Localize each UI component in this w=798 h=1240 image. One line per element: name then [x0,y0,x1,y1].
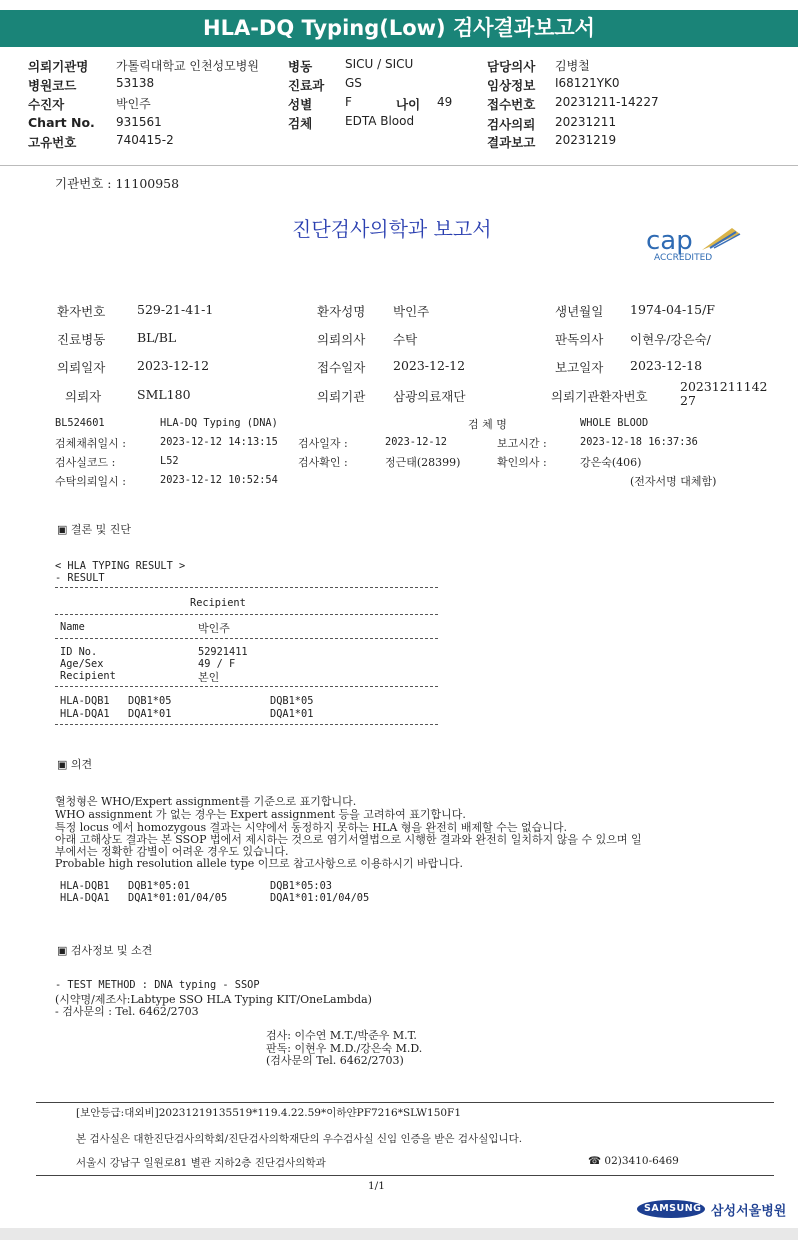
address-text: 서울시 강남구 일원로81 별관 지하2층 진단검사의학과 [76,1157,326,1169]
result-heading: < HLA TYPING RESULT > [55,560,186,572]
header-value: F [345,95,352,109]
recipient-label: Recipient [60,670,116,682]
document-title: 진단검사의학과 보고서 [292,217,492,241]
method-line: (시약명/제조사:Labtype SSO HLA Typing KIT/OneLambda) [55,993,372,1006]
confirm-value: 정근태(28399) [385,456,461,469]
cap-text: cap [646,226,693,256]
hr-dqa1-locus: HLA-DQA1 [60,892,110,904]
accredited-text: ACCREDITED [654,253,713,263]
info-label: 환자성명 [317,304,366,319]
header-value: 박인주 [116,97,151,111]
header-label: 고유번호 [28,135,77,150]
header-label: 나이 [396,97,421,112]
header-value: 53138 [116,76,155,90]
report-time-value: 2023-12-18 16:37:36 [580,436,698,448]
report-time-label: 보고시간 : [497,437,547,450]
samsung-text: SAMSUNG [644,1203,702,1214]
header-value: 49 [437,95,453,109]
header-label: 진료과 [288,78,325,93]
info-value: 529-21-41-1 [137,302,214,317]
opinion-line: 아래 고해상도 결과는 본 SSOP 법에서 제시하는 것으로 염기서열법으로 시행한 결과와 완전히 일치하지 않을 수 있으며 일 [55,833,642,846]
header-value: SICU / SICU [345,57,414,71]
info-value: 삼광의료재단 [393,389,466,404]
dqa1-locus: HLA-DQA1 [60,708,110,720]
info-value: 2023121114227 [680,379,768,408]
test-code: BL524601 [55,417,105,429]
header-value: 20231211-14227 [555,95,659,109]
test-date-value: 2023-12-12 [385,436,447,448]
dqa1-allele1: DQA1*01 [128,708,172,720]
recipient-value: 본인 [198,671,220,684]
specimen-label: 검 체 명 [468,418,507,431]
report-title: HLA-DQ Typing(Low) 검사결과보고서 [203,16,595,40]
header-label: 결과보고 [487,135,536,150]
opinion-line: 부에서는 정확한 감별이 어려운 경우도 있습니다. [55,845,289,858]
collect-value: 2023-12-12 14:13:15 [160,436,278,448]
header-value: EDTA Blood [345,114,415,128]
confirm-label: 검사확인 : [298,456,348,469]
hr-dqb1-allele1: DQB1*05:01 [128,880,190,892]
info-value: 2023-12-12 [393,358,466,373]
info-label: 생년월일 [555,304,604,319]
header-label: 병동 [288,59,313,74]
section-test-info: ▣ 검사정보 및 소견 [57,944,153,957]
samsung-logo [637,1199,705,1219]
lab-code-label: 검사실코드 : [55,456,116,469]
info-label: 의뢰일자 [57,360,106,375]
opinion-line: 특정 locus 에서 homozygous 결과는 시약에서 동정하지 못하는 HLA 형을 완전히 배제할 수는 없습니다. [55,821,568,834]
institution-number: 기관번호 : 11100958 [55,176,180,191]
opinion-line: WHO assignment 가 없는 경우는 Expert assignment 등을 고려하여 표기합니다. [55,808,466,821]
table-rule [55,587,438,588]
certification-text: 본 검사실은 대한진단검사의학회/진단검사의학재단의 우수검사실 신임 인증을 받은 검사실입니다. [76,1133,523,1145]
header-label: 병원코드 [28,78,77,93]
header-value: 가톨릭대학교 인천성모병원 [116,59,259,73]
recipient-header: Recipient [190,597,246,609]
header-value: 김병철 [555,59,590,73]
signer-line: 검사: 이수연 M.T./박준우 M.T. [266,1029,417,1042]
header-value: GS [345,76,362,90]
agesex-value: 49 / F [198,658,236,670]
collect-label: 검체채취일시 : [55,437,126,450]
info-value: SML180 [137,387,191,402]
test-name: HLA-DQ Typing (DNA) [160,417,278,429]
header-label: 임상정보 [487,78,536,93]
signer-line: (검사문의 Tel. 6462/2703) [266,1054,404,1067]
header-label: Chart No. [28,115,95,130]
info-label: 의뢰의사 [317,332,366,347]
info-label: 의뢰기관환자번호 [551,389,648,404]
info-label: 환자번호 [57,304,106,319]
e-sign-note: (전자서명 대체함) [630,475,717,488]
info-value: 수탁 [393,332,418,347]
signer-line: 판독: 이현우 M.D./강은숙 M.D. [266,1042,423,1055]
confirm-doctor-value: 강은숙(406) [580,456,642,469]
info-value: 1974-04-15/F [630,302,715,317]
confirm-doctor-label: 확인의사 : [497,456,547,469]
section-opinion: ▣ 의견 [57,758,93,771]
dqb1-allele1: DQB1*05 [128,695,172,707]
header-label: 수진자 [28,97,65,112]
result-subheading: - RESULT [55,572,105,584]
name-label: Name [60,621,85,633]
table-rule [55,724,438,725]
id-value: 52921411 [198,646,248,658]
hr-dqb1-allele2: DQB1*05:03 [270,880,332,892]
info-label: 판독의사 [555,332,604,347]
name-value: 박인주 [198,622,230,635]
receive-label: 수탁의뢰일시 : [55,475,126,488]
header-label: 의뢰기관명 [28,59,89,74]
info-value: BL/BL [137,330,177,345]
agesex-label: Age/Sex [60,658,104,670]
table-rule [55,614,438,615]
method-line: - TEST METHOD : DNA typing - SSOP [55,979,260,991]
info-label: 진료병동 [57,332,106,347]
info-label: 보고일자 [555,360,604,375]
dqb1-locus: HLA-DQB1 [60,695,110,707]
header-value: 20231211 [555,115,617,129]
lab-code-value: L52 [160,455,179,467]
test-date-label: 검사일자 : [298,437,348,450]
info-value: 이현우/강은숙/ [630,332,711,347]
page-bottom-edge [0,1228,798,1240]
footer-rule [36,1102,774,1103]
id-label: ID No. [60,646,98,658]
header-label: 검사의뢰 [487,117,536,132]
header-value: 931561 [116,115,162,129]
info-label: 의뢰기관 [317,389,366,404]
header-label: 검체 [288,116,313,131]
header-value: 20231219 [555,133,617,147]
opinion-line: Probable high resolution allele type 이므로 참고사항으로 이용하시기 바랍니다. [55,857,464,870]
info-value: 박인주 [393,304,430,319]
dqa1-allele2: DQA1*01 [270,708,314,720]
info-value: 2023-12-18 [630,358,703,373]
header-value: I68121YK0 [555,76,620,90]
table-rule [55,638,438,639]
phone-text: ☎ 02)3410-6469 [588,1155,679,1167]
header-label: 담당의사 [487,59,536,74]
method-line: - 검사문의 : Tel. 6462/2703 [55,1005,199,1018]
cap-accredited-logo [640,222,750,268]
page-number: 1/1 [368,1180,385,1192]
info-value: 2023-12-12 [137,358,210,373]
security-line: [보안등급:대외비]20231219135519*119.4.22.59*이하얀PF7216*SLW150F1 [76,1107,462,1119]
hr-dqa1-allele1: DQA1*01:01/04/05 [128,892,228,904]
header-label: 성별 [288,97,313,112]
dqb1-allele2: DQB1*05 [270,695,314,707]
hospital-name: 삼성서울병원 [711,1204,787,1219]
header-value: 740415-2 [116,133,174,147]
receive-value: 2023-12-12 10:52:54 [160,474,278,486]
section-conclusion: ▣ 결론 및 진단 [57,523,132,536]
hr-dqa1-allele2: DQA1*01:01/04/05 [270,892,370,904]
opinion-line: 혈청형은 WHO/Expert assignment를 기준으로 표기합니다. [55,795,357,808]
table-rule [55,686,438,687]
hr-dqb1-locus: HLA-DQB1 [60,880,110,892]
specimen-value: WHOLE BLOOD [580,417,649,429]
info-label: 의뢰자 [65,389,102,404]
footer-rule [36,1175,774,1176]
info-label: 접수일자 [317,360,366,375]
header-divider [0,165,798,166]
header-label: 접수번호 [487,97,536,112]
